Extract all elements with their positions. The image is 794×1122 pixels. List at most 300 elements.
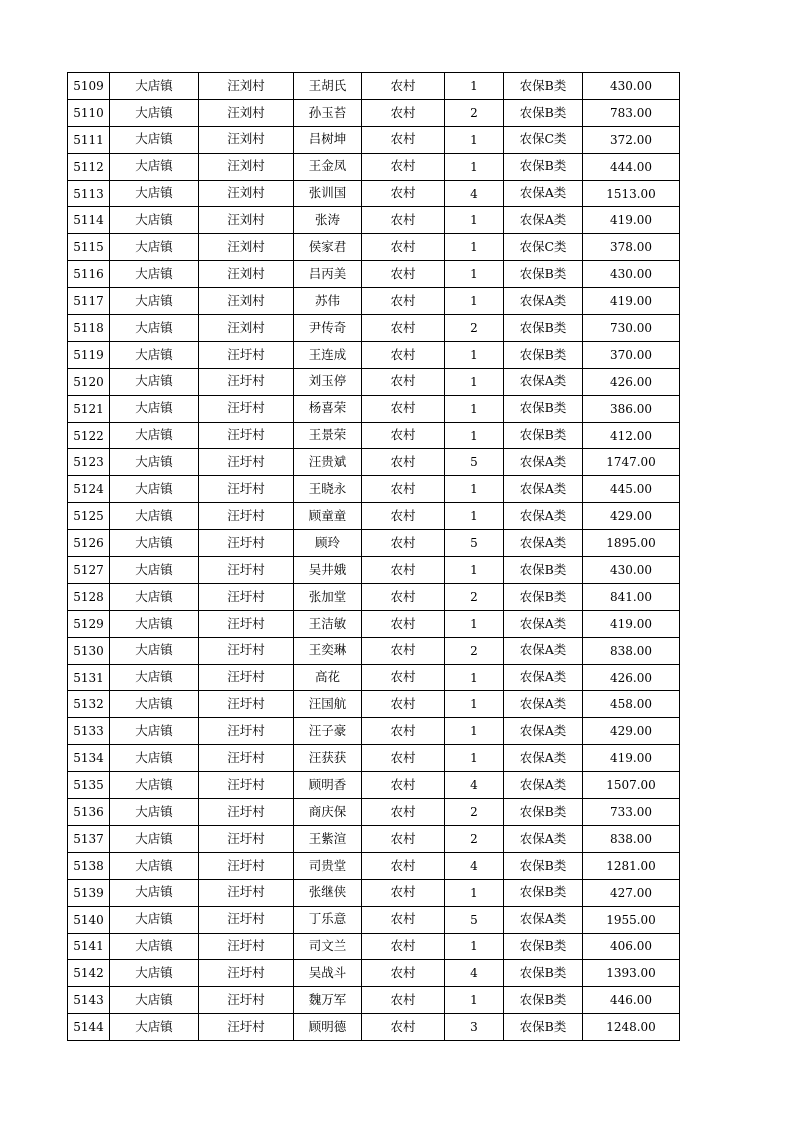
cell-household-type: 农村 — [362, 772, 445, 799]
cell-village: 汪圩村 — [199, 960, 294, 987]
table-row — [68, 234, 680, 261]
cell-person-name: 吕树坤 — [294, 126, 362, 153]
data-sheet — [67, 72, 680, 1041]
cell-town: 大店镇 — [110, 315, 199, 342]
cell-category: 农保B类 — [504, 987, 583, 1014]
cell-amount: 444.00 — [583, 153, 680, 180]
records-table — [67, 72, 680, 1041]
cell-town: 大店镇 — [110, 583, 199, 610]
cell-amount: 406.00 — [583, 933, 680, 960]
cell-person-name: 吴战斗 — [294, 960, 362, 987]
cell-amount: 733.00 — [583, 799, 680, 826]
cell-category: 农保C类 — [504, 126, 583, 153]
cell-amount: 419.00 — [583, 288, 680, 315]
cell-village: 汪圩村 — [199, 341, 294, 368]
cell-village: 汪刘村 — [199, 73, 294, 100]
cell-record-id: 5128 — [68, 583, 110, 610]
cell-town: 大店镇 — [110, 1014, 199, 1041]
cell-record-id: 5125 — [68, 503, 110, 530]
cell-member-count: 2 — [445, 315, 504, 342]
cell-person-name: 王奕琳 — [294, 637, 362, 664]
cell-category: 农保B类 — [504, 261, 583, 288]
cell-person-name: 王连成 — [294, 341, 362, 368]
cell-person-name: 顾玲 — [294, 530, 362, 557]
cell-person-name: 汪子豪 — [294, 718, 362, 745]
cell-household-type: 农村 — [362, 395, 445, 422]
table-row — [68, 99, 680, 126]
table-row — [68, 73, 680, 100]
table-row — [68, 691, 680, 718]
cell-category: 农保B类 — [504, 960, 583, 987]
cell-amount: 372.00 — [583, 126, 680, 153]
cell-household-type: 农村 — [362, 637, 445, 664]
cell-village: 汪圩村 — [199, 772, 294, 799]
cell-category: 农保A类 — [504, 718, 583, 745]
cell-village: 汪圩村 — [199, 799, 294, 826]
cell-village: 汪圩村 — [199, 530, 294, 557]
cell-household-type: 农村 — [362, 288, 445, 315]
cell-member-count: 3 — [445, 1014, 504, 1041]
cell-member-count: 1 — [445, 476, 504, 503]
cell-member-count: 1 — [445, 933, 504, 960]
cell-category: 农保A类 — [504, 503, 583, 530]
cell-member-count: 1 — [445, 610, 504, 637]
cell-category: 农保A类 — [504, 288, 583, 315]
cell-household-type: 农村 — [362, 99, 445, 126]
cell-village: 汪刘村 — [199, 234, 294, 261]
cell-record-id: 5113 — [68, 180, 110, 207]
cell-amount: 419.00 — [583, 610, 680, 637]
cell-village: 汪圩村 — [199, 583, 294, 610]
cell-member-count: 1 — [445, 718, 504, 745]
table-row — [68, 207, 680, 234]
cell-village: 汪圩村 — [199, 422, 294, 449]
cell-household-type: 农村 — [362, 960, 445, 987]
cell-town: 大店镇 — [110, 879, 199, 906]
cell-village: 汪圩村 — [199, 825, 294, 852]
cell-village: 汪圩村 — [199, 610, 294, 637]
cell-person-name: 司贵堂 — [294, 852, 362, 879]
cell-member-count: 4 — [445, 772, 504, 799]
cell-town: 大店镇 — [110, 664, 199, 691]
cell-record-id: 5136 — [68, 799, 110, 826]
cell-record-id: 5143 — [68, 987, 110, 1014]
cell-village: 汪圩村 — [199, 664, 294, 691]
table-row — [68, 799, 680, 826]
cell-category: 农保B类 — [504, 933, 583, 960]
cell-household-type: 农村 — [362, 745, 445, 772]
table-row — [68, 583, 680, 610]
records-table-body — [68, 73, 680, 1041]
cell-village: 汪圩村 — [199, 557, 294, 584]
cell-town: 大店镇 — [110, 691, 199, 718]
cell-category: 农保A类 — [504, 664, 583, 691]
cell-record-id: 5135 — [68, 772, 110, 799]
cell-household-type: 农村 — [362, 987, 445, 1014]
cell-amount: 838.00 — [583, 825, 680, 852]
cell-household-type: 农村 — [362, 261, 445, 288]
cell-person-name: 张加堂 — [294, 583, 362, 610]
cell-village: 汪圩村 — [199, 745, 294, 772]
cell-amount: 427.00 — [583, 879, 680, 906]
cell-record-id: 5144 — [68, 1014, 110, 1041]
cell-household-type: 农村 — [362, 933, 445, 960]
cell-amount: 412.00 — [583, 422, 680, 449]
cell-member-count: 2 — [445, 99, 504, 126]
cell-town: 大店镇 — [110, 126, 199, 153]
cell-town: 大店镇 — [110, 718, 199, 745]
cell-record-id: 5137 — [68, 825, 110, 852]
cell-amount: 430.00 — [583, 261, 680, 288]
cell-category: 农保A类 — [504, 368, 583, 395]
cell-record-id: 5122 — [68, 422, 110, 449]
cell-town: 大店镇 — [110, 476, 199, 503]
cell-household-type: 农村 — [362, 341, 445, 368]
cell-household-type: 农村 — [362, 476, 445, 503]
table-row — [68, 718, 680, 745]
cell-category: 农保B类 — [504, 395, 583, 422]
cell-town: 大店镇 — [110, 987, 199, 1014]
cell-record-id: 5130 — [68, 637, 110, 664]
cell-member-count: 1 — [445, 261, 504, 288]
cell-amount: 419.00 — [583, 207, 680, 234]
cell-amount: 841.00 — [583, 583, 680, 610]
cell-town: 大店镇 — [110, 422, 199, 449]
cell-amount: 429.00 — [583, 503, 680, 530]
table-row — [68, 664, 680, 691]
cell-household-type: 农村 — [362, 664, 445, 691]
cell-record-id: 5117 — [68, 288, 110, 315]
cell-record-id: 5126 — [68, 530, 110, 557]
cell-household-type: 农村 — [362, 153, 445, 180]
cell-member-count: 4 — [445, 180, 504, 207]
cell-village: 汪圩村 — [199, 449, 294, 476]
table-row — [68, 261, 680, 288]
cell-household-type: 农村 — [362, 610, 445, 637]
table-row — [68, 610, 680, 637]
cell-member-count: 2 — [445, 637, 504, 664]
table-row — [68, 825, 680, 852]
cell-amount: 430.00 — [583, 73, 680, 100]
cell-village: 汪刘村 — [199, 207, 294, 234]
cell-category: 农保A类 — [504, 476, 583, 503]
cell-village: 汪刘村 — [199, 261, 294, 288]
cell-record-id: 5116 — [68, 261, 110, 288]
cell-amount: 370.00 — [583, 341, 680, 368]
cell-town: 大店镇 — [110, 153, 199, 180]
cell-household-type: 农村 — [362, 449, 445, 476]
cell-person-name: 丁乐意 — [294, 906, 362, 933]
cell-town: 大店镇 — [110, 73, 199, 100]
cell-person-name: 王晓永 — [294, 476, 362, 503]
cell-person-name: 汪贵斌 — [294, 449, 362, 476]
cell-town: 大店镇 — [110, 745, 199, 772]
cell-household-type: 农村 — [362, 583, 445, 610]
cell-category: 农保A类 — [504, 637, 583, 664]
cell-person-name: 张涛 — [294, 207, 362, 234]
cell-category: 农保B类 — [504, 879, 583, 906]
cell-village: 汪圩村 — [199, 637, 294, 664]
cell-member-count: 1 — [445, 664, 504, 691]
cell-person-name: 孙玉苔 — [294, 99, 362, 126]
table-row — [68, 879, 680, 906]
table-row — [68, 530, 680, 557]
table-row — [68, 126, 680, 153]
cell-record-id: 5119 — [68, 341, 110, 368]
cell-village: 汪刘村 — [199, 153, 294, 180]
table-row — [68, 503, 680, 530]
cell-household-type: 农村 — [362, 852, 445, 879]
cell-record-id: 5109 — [68, 73, 110, 100]
cell-person-name: 吴井娥 — [294, 557, 362, 584]
cell-member-count: 1 — [445, 368, 504, 395]
cell-category: 农保A类 — [504, 530, 583, 557]
cell-household-type: 农村 — [362, 207, 445, 234]
cell-household-type: 农村 — [362, 799, 445, 826]
cell-household-type: 农村 — [362, 906, 445, 933]
cell-household-type: 农村 — [362, 718, 445, 745]
cell-record-id: 5124 — [68, 476, 110, 503]
cell-amount: 426.00 — [583, 368, 680, 395]
cell-household-type: 农村 — [362, 557, 445, 584]
cell-amount: 838.00 — [583, 637, 680, 664]
cell-member-count: 2 — [445, 799, 504, 826]
table-row — [68, 637, 680, 664]
cell-village: 汪圩村 — [199, 879, 294, 906]
cell-member-count: 1 — [445, 73, 504, 100]
cell-record-id: 5140 — [68, 906, 110, 933]
cell-amount: 1507.00 — [583, 772, 680, 799]
table-row — [68, 476, 680, 503]
cell-person-name: 顾明德 — [294, 1014, 362, 1041]
table-row — [68, 449, 680, 476]
cell-member-count: 1 — [445, 288, 504, 315]
cell-village: 汪圩村 — [199, 368, 294, 395]
cell-town: 大店镇 — [110, 288, 199, 315]
cell-category: 农保A类 — [504, 745, 583, 772]
cell-village: 汪圩村 — [199, 718, 294, 745]
cell-town: 大店镇 — [110, 261, 199, 288]
cell-town: 大店镇 — [110, 960, 199, 987]
cell-person-name: 张训国 — [294, 180, 362, 207]
cell-record-id: 5112 — [68, 153, 110, 180]
cell-category: 农保A类 — [504, 691, 583, 718]
cell-record-id: 5138 — [68, 852, 110, 879]
cell-village: 汪圩村 — [199, 987, 294, 1014]
cell-person-name: 汪国航 — [294, 691, 362, 718]
cell-household-type: 农村 — [362, 503, 445, 530]
cell-amount: 783.00 — [583, 99, 680, 126]
cell-person-name: 高花 — [294, 664, 362, 691]
table-row — [68, 906, 680, 933]
cell-village: 汪圩村 — [199, 691, 294, 718]
cell-record-id: 5129 — [68, 610, 110, 637]
cell-town: 大店镇 — [110, 799, 199, 826]
cell-village: 汪圩村 — [199, 852, 294, 879]
cell-record-id: 5134 — [68, 745, 110, 772]
cell-person-name: 司文兰 — [294, 933, 362, 960]
cell-amount: 445.00 — [583, 476, 680, 503]
cell-town: 大店镇 — [110, 906, 199, 933]
cell-member-count: 1 — [445, 987, 504, 1014]
cell-record-id: 5111 — [68, 126, 110, 153]
cell-record-id: 5121 — [68, 395, 110, 422]
cell-person-name: 王胡氏 — [294, 73, 362, 100]
cell-person-name: 王紫渲 — [294, 825, 362, 852]
cell-village: 汪刘村 — [199, 288, 294, 315]
cell-person-name: 苏伟 — [294, 288, 362, 315]
cell-household-type: 农村 — [362, 315, 445, 342]
cell-category: 农保B类 — [504, 422, 583, 449]
cell-member-count: 5 — [445, 906, 504, 933]
cell-person-name: 王洁敏 — [294, 610, 362, 637]
cell-category: 农保B类 — [504, 583, 583, 610]
cell-amount: 1747.00 — [583, 449, 680, 476]
table-row — [68, 557, 680, 584]
cell-household-type: 农村 — [362, 1014, 445, 1041]
cell-category: 农保B类 — [504, 99, 583, 126]
cell-person-name: 顾童童 — [294, 503, 362, 530]
cell-record-id: 5142 — [68, 960, 110, 987]
cell-town: 大店镇 — [110, 933, 199, 960]
cell-category: 农保A类 — [504, 180, 583, 207]
cell-town: 大店镇 — [110, 610, 199, 637]
cell-amount: 458.00 — [583, 691, 680, 718]
cell-household-type: 农村 — [362, 234, 445, 261]
cell-record-id: 5133 — [68, 718, 110, 745]
cell-category: 农保A类 — [504, 610, 583, 637]
cell-town: 大店镇 — [110, 207, 199, 234]
cell-member-count: 1 — [445, 691, 504, 718]
cell-town: 大店镇 — [110, 234, 199, 261]
cell-town: 大店镇 — [110, 341, 199, 368]
table-row — [68, 933, 680, 960]
cell-category: 农保B类 — [504, 73, 583, 100]
cell-category: 农保A类 — [504, 207, 583, 234]
cell-household-type: 农村 — [362, 73, 445, 100]
cell-member-count: 1 — [445, 341, 504, 368]
cell-person-name: 商庆保 — [294, 799, 362, 826]
cell-amount: 1955.00 — [583, 906, 680, 933]
cell-member-count: 2 — [445, 583, 504, 610]
cell-amount: 730.00 — [583, 315, 680, 342]
cell-category: 农保A类 — [504, 772, 583, 799]
table-row — [68, 1014, 680, 1041]
cell-person-name: 张继侠 — [294, 879, 362, 906]
cell-member-count: 1 — [445, 395, 504, 422]
cell-person-name: 顾明香 — [294, 772, 362, 799]
cell-record-id: 5132 — [68, 691, 110, 718]
table-row — [68, 180, 680, 207]
cell-amount: 1895.00 — [583, 530, 680, 557]
cell-record-id: 5139 — [68, 879, 110, 906]
table-row — [68, 395, 680, 422]
cell-record-id: 5131 — [68, 664, 110, 691]
cell-member-count: 5 — [445, 449, 504, 476]
cell-category: 农保B类 — [504, 153, 583, 180]
cell-village: 汪刘村 — [199, 126, 294, 153]
cell-member-count: 1 — [445, 234, 504, 261]
cell-household-type: 农村 — [362, 825, 445, 852]
cell-person-name: 刘玉停 — [294, 368, 362, 395]
cell-village: 汪圩村 — [199, 933, 294, 960]
cell-member-count: 1 — [445, 207, 504, 234]
cell-amount: 386.00 — [583, 395, 680, 422]
cell-record-id: 5141 — [68, 933, 110, 960]
cell-village: 汪圩村 — [199, 1014, 294, 1041]
cell-category: 农保A类 — [504, 825, 583, 852]
cell-record-id: 5123 — [68, 449, 110, 476]
cell-record-id: 5115 — [68, 234, 110, 261]
cell-member-count: 1 — [445, 422, 504, 449]
table-row — [68, 960, 680, 987]
table-row — [68, 745, 680, 772]
cell-town: 大店镇 — [110, 530, 199, 557]
cell-household-type: 农村 — [362, 530, 445, 557]
cell-member-count: 4 — [445, 852, 504, 879]
cell-category: 农保B类 — [504, 341, 583, 368]
cell-household-type: 农村 — [362, 879, 445, 906]
cell-town: 大店镇 — [110, 637, 199, 664]
cell-person-name: 侯家君 — [294, 234, 362, 261]
cell-town: 大店镇 — [110, 557, 199, 584]
cell-member-count: 1 — [445, 126, 504, 153]
table-row — [68, 315, 680, 342]
cell-person-name: 王金凤 — [294, 153, 362, 180]
cell-member-count: 1 — [445, 503, 504, 530]
table-row — [68, 987, 680, 1014]
cell-amount: 1281.00 — [583, 852, 680, 879]
cell-record-id: 5127 — [68, 557, 110, 584]
table-row — [68, 368, 680, 395]
cell-category: 农保B类 — [504, 799, 583, 826]
cell-amount: 419.00 — [583, 745, 680, 772]
cell-person-name: 汪获获 — [294, 745, 362, 772]
cell-category: 农保A类 — [504, 449, 583, 476]
cell-record-id: 5114 — [68, 207, 110, 234]
table-row — [68, 772, 680, 799]
cell-record-id: 5120 — [68, 368, 110, 395]
cell-amount: 446.00 — [583, 987, 680, 1014]
cell-record-id: 5118 — [68, 315, 110, 342]
table-row — [68, 153, 680, 180]
cell-member-count: 5 — [445, 530, 504, 557]
cell-household-type: 农村 — [362, 180, 445, 207]
cell-village: 汪刘村 — [199, 99, 294, 126]
table-row — [68, 422, 680, 449]
cell-village: 汪刘村 — [199, 180, 294, 207]
cell-town: 大店镇 — [110, 852, 199, 879]
cell-town: 大店镇 — [110, 395, 199, 422]
cell-category: 农保B类 — [504, 315, 583, 342]
cell-person-name: 王景荣 — [294, 422, 362, 449]
cell-category: 农保A类 — [504, 906, 583, 933]
cell-amount: 1393.00 — [583, 960, 680, 987]
cell-member-count: 1 — [445, 745, 504, 772]
cell-amount: 426.00 — [583, 664, 680, 691]
cell-category: 农保B类 — [504, 1014, 583, 1041]
cell-town: 大店镇 — [110, 825, 199, 852]
table-row — [68, 288, 680, 315]
cell-town: 大店镇 — [110, 772, 199, 799]
cell-village: 汪圩村 — [199, 906, 294, 933]
cell-record-id: 5110 — [68, 99, 110, 126]
cell-person-name: 杨喜荣 — [294, 395, 362, 422]
cell-amount: 430.00 — [583, 557, 680, 584]
cell-town: 大店镇 — [110, 180, 199, 207]
cell-town: 大店镇 — [110, 503, 199, 530]
cell-person-name: 魏万军 — [294, 987, 362, 1014]
